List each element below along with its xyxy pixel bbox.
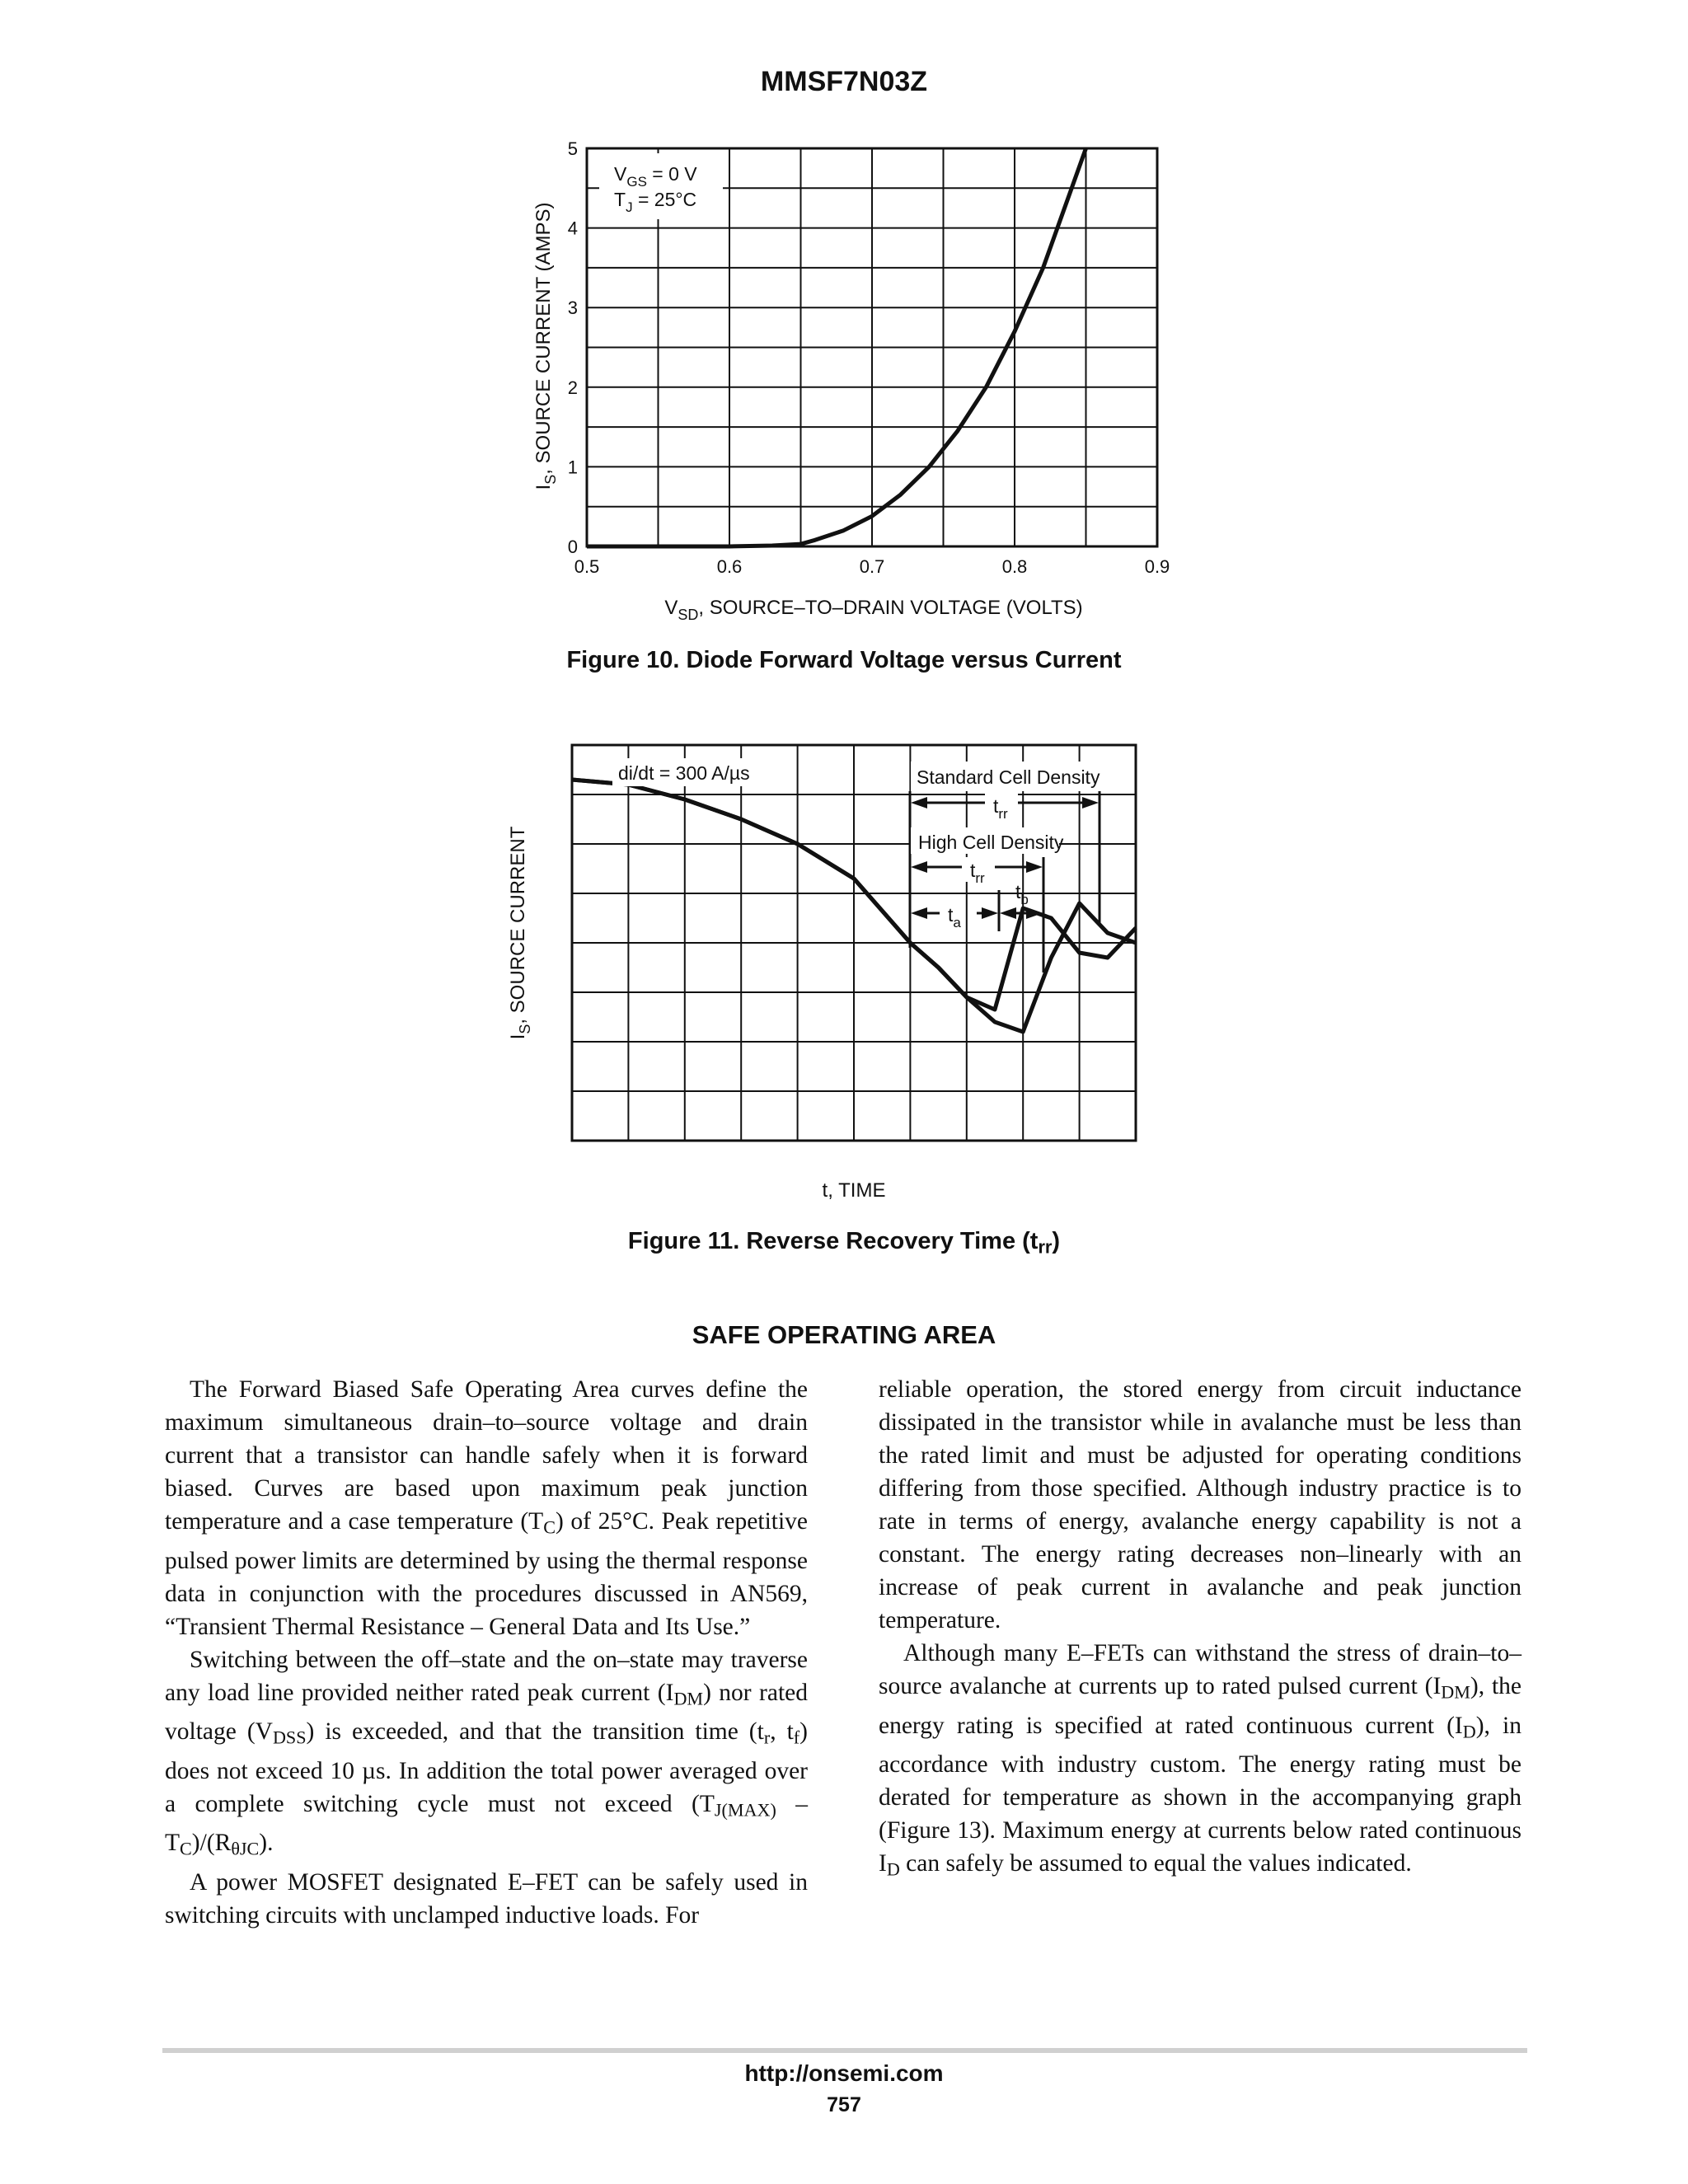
figure-11-label-high: High Cell Density [918,832,1064,853]
figure-11-std-trr-arrow-left [911,797,927,808]
figure-11-high-trr-label: $t_{rr}$ [970,860,985,886]
figure-11-tb-arrow-right [1026,907,1043,919]
text-column-left [165,1373,808,1932]
figure-11-ta-arrow-left [911,907,927,919]
figure-11-tb-label: $t_b$ [1015,881,1029,907]
figure-10-x-tick-label: 0.5 [574,556,600,577]
figure-11-high-trr-arrow-right [1026,861,1043,873]
figure-10-y-tick-label: 0 [567,537,578,557]
figure-11-ta-label: $t_a$ [948,904,961,930]
figure-10-y-tick-label: 5 [567,138,578,159]
figure-10-y-tick-label: 1 [567,457,578,478]
left-paragraph-2: Switching between the off–state and the on–state may traverse any load line provided neither rated peak current $(I_{DM})$ nor rated voltage $(V_{DSS})$ is exceeded, and that the transition time ($t_r$, $t_f$) does not exceed 10 µs. In addition the total power averaged over a complete switching cycle must not exceed $(T_{J(MAX)} - T_C)/(R_{\theta JC})$. [165,1646,808,1859]
figure-10-x-axis-label: $V_{SD}$, SOURCE–TO–DRAIN VOLTAGE (VOLTS) [664,597,1083,623]
figure-10-x-tick-label: 0.6 [716,556,743,577]
figure-11-grid [572,745,1136,1141]
right-paragraph-1: reliable operation, the stored energy from circuit inductance dissipated in the transistor while in avalanche must be less than the rated limit and must be adjusted for operating conditions differing from those specified. Although industry practice is to rate in terms of energy, avalanche energy capability is not a constant. The energy rating decreases non–linearly with an increase of peak current in avalanche and peak junction temperature. [879,1376,1522,1633]
left-paragraph-3: A power MOSFET designated E–FET can be safely used in switching circuits with unclamped inductive loads. For [165,1868,808,1929]
figure-11-ta-arrow-right [982,907,998,919]
figure-11-annotation-didt: di/dt = 300 A/µs [618,762,750,784]
figure-10-y-axis-label: $I_S$, SOURCE CURRENT (AMPS) [532,202,559,490]
figure-10-x-tick-label: 0.8 [1001,556,1028,577]
figure-10-y-tick-label: 4 [567,218,578,239]
figure-11-caption: Figure 11. Reverse Recovery Time $(t_{rr})$ [627,1228,1061,1258]
figure-10-y-tick-label: 2 [567,377,578,398]
figure-10-x-tick-label: 0.9 [1144,556,1170,577]
section-title: SAFE OPERATING AREA [692,1320,996,1349]
footer-divider [162,2048,1527,2053]
figure-10-y-tick-label: 3 [567,298,578,319]
figure-11-x-axis-label: t, TIME [822,1179,886,1202]
figure-10-annotation-vgs: $V_{GS} = 0$ V [614,163,697,190]
figure-11-label-standard: Standard Cell Density [917,766,1100,788]
figure-11-std-trr-label: $t_{rr}$ [993,795,1008,822]
figure-11-tb-arrow-left [1000,907,1016,919]
right-paragraph-2: Although many E–FETs can withstand the stress of drain–to–source avalanche at currents up to rated pulsed current $(I_{DM})$, the energy rating is specified at rated continuous current $(I_D)$, in accordance with industry custom. The energy rating must be derated for temperature as shown in the accompanying graph (Figure 13). Maximum energy at currents below rated continuous $I_D$ can safely be assumed to equal the values indicated. [879,1640,1522,1880]
text-column-right [879,1373,1522,1886]
left-paragraph-1: The Forward Biased Safe Operating Area curves define the maximum simultaneous drain–to–source voltage and drain current that a transistor can handle safely when it is forward biased. Curves are based upon maximum peak junction temperature and a case temperature $(T_C)$ of 25°C. Peak repetitive pulsed power limits are determined by using the thermal response data in conjunction with the procedures discussed in AN569, “Transient Thermal Resistance – General Data and Its Use.” [165,1376,809,1640]
figure-10-annotation-tj: $T_J = 25^\circ C$ [614,189,697,215]
figure-11-high-trr-arrow-left [911,861,927,873]
footer-url[interactable]: http://onsemi.com [744,2060,944,2086]
part-number-header: MMSF7N03Z [760,66,928,97]
figure-11-std-trr-arrow-right [1082,797,1099,808]
figure-11-y-axis-label: $I_S$, SOURCE CURRENT [507,826,533,1040]
page-number: 757 [827,2093,861,2116]
figure-10-x-tick-label: 0.7 [859,556,885,577]
figure-10-caption: Figure 10. Diode Forward Voltage versus Current [566,647,1122,673]
